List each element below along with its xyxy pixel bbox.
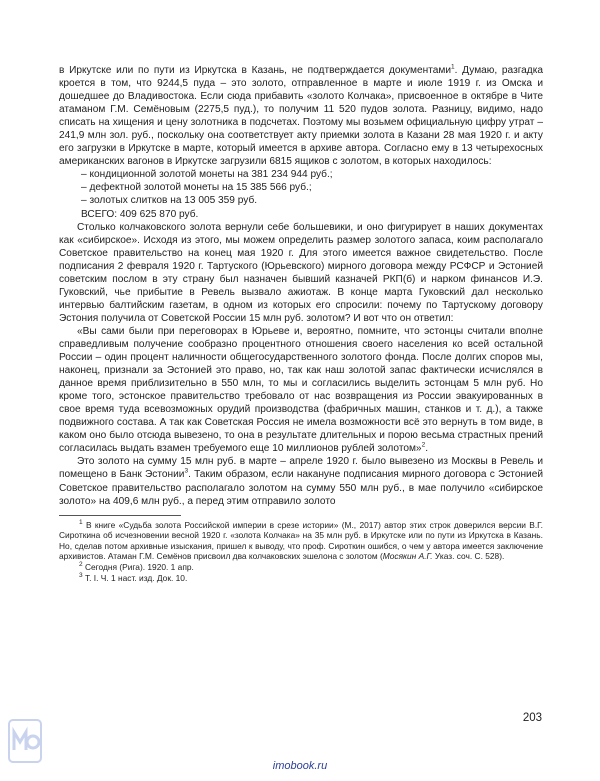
- page-number: 203: [522, 712, 542, 724]
- paragraph-1: в Иркутске или по пути из Иркутска в Казань, не подтверждается документами$^1$. Думаю, разгадка кроется в том, что 9244,5 пуда – это золото, отправленное в марте и июле 1919 г. из Омска и дошедшее до Владивостока. Если сюда прибавить «золото Колчака», присвоенное в октябре в Чите атаманом Г.М. Семёновым (2275,5 пуд.), то получим 11 520 пудов золота. Разницу, видимо, надо списать на хищения и цену золотника в подсчетах. Поэтому мы возьмем официальную цифру утрат – 241,9 млн зол. руб., поскольку она соответствует акту приемки золота в Казани 28 мая 1920 г. и акту его загрузки в Иркутске в марте, который имеется в архиве автора. Согласно ему в 13 четырехосных американских вагонов в Иркутске загрузили 6815 ящиков с золотом, в которых находилось:: [59, 63, 544, 168]
- footnote-ref-3[interactable]: 3: [184, 468, 189, 476]
- footnote-ref-2[interactable]: 2: [421, 441, 426, 449]
- list-total: ВСЕГО: 409 625 870 руб.: [81, 208, 199, 220]
- footnote-ref-1[interactable]: 1: [451, 63, 455, 71]
- footnote-2: $^2$ Сегодня (Рига). 1920. 1 апр.: [79, 561, 194, 572]
- list-item: – дефектной золотой монеты на 15 385 566 руб.;: [81, 182, 312, 194]
- footnote-1: $^1$ В книге «Судьба золота Российской империи в срезе истории» (М., 2017) автор этих строк доверился версии В.Г. Сироткина об исчезновении весной 1920 г. «золота Колчака» на 35 млн руб. в Иркутске или по пути из Иркутска в Казань. Но, сделав потом архивные изыскания, пришел к выводу, что проф. Сироткин ошибся, о чем у автора имеется заключение архивистов. Атаман Г.М. Семёнов присвоил два колчаковских эшелона с золотом (Мосякин А.Г. Указ. соч. С. 528).: [59, 518, 543, 562]
- list-item: – кондиционной золотой монеты на 381 234 944 руб.;: [81, 169, 333, 181]
- gold-inventory-list: [59, 168, 543, 220]
- quote-block: «Вы сами были при переговорах в Юрьеве и, вероятно, помните, что эстонцы считали вполне справедливым получение сообразно процентного отношения своего населения ко всей остальной России – один процент наличности общегосударственного золотого фонда. После долгих споров мы, наконец, признали за Эстонией это право, но, так как наш золотой запас фактически исчислялся в данное время приблизительно в 550 млн, то мы и согласились выделить эстонцам 5 млн руб. Но кроме того, эстонское правительство требовало от нас возвращения из России эвакуированных в свое время туда всевозможных орудий производства (фабричных машин, станков и т. д.), а также подвижного состава. А так как Советская Россия не имела возможности всё это вернуть в том виде, в каком оно было отсюда вывезено, то она в результате длительных и порою весьма страстных прений согласилась выдать взамен требуемого еще 10 миллионов рублей золотом»$^2$.: [59, 325, 543, 455]
- paragraph-3: Это золото на сумму 15 млн руб. в марте – апреле 1920 г. было вывезено из Москвы в Ревель и помещено в Банк Эстонии$^3$. Таким образом, если накануне подписания мирного договора с Эстонией Советское правительство располагало золотом на сумму 550 млн руб., в мае получило «сибирское золото» на 409,6 млн руб., а перед этим отправило золото: [59, 456, 543, 507]
- page-body: [59, 64, 543, 583]
- paragraph-2: Столько колчаковского золота вернули себе большевики, и оно фигурирует в наших документах как «сибирское». Исходя из этого, мы можем определить размер золотого запаса, коим располагало Советское правительство на конец мая 1920 г. Для этого имеется важное свидетельство. После подписания 2 февраля 1920 г. Тартуского (Юрьевского) мирного договора между РСФСР и Эстонией советским послом в эту страну был назначен бывший казначей РКП(б) и нарком финансов И.Э. Гуковский, чье прибытие в Ревель вызвало ажиотаж. В конце марта Гуковский дал несколько интервью балтийским газетам, в одном из которых его спросили: почему по Тартускому договору Эстония получила от Советской России 15 млн руб. золотом? И вот что он ответил:: [59, 221, 543, 324]
- footnote-3: $^3$ Т. I. Ч. 1 наст. изд. Док. 10.: [79, 571, 188, 583]
- publisher-logo-icon: [8, 718, 42, 764]
- footnote-divider: [59, 515, 181, 516]
- footer-site-link[interactable]: imobook.ru: [272, 760, 328, 772]
- list-item: – золотых слитков на 13 005 359 руб.: [81, 195, 258, 207]
